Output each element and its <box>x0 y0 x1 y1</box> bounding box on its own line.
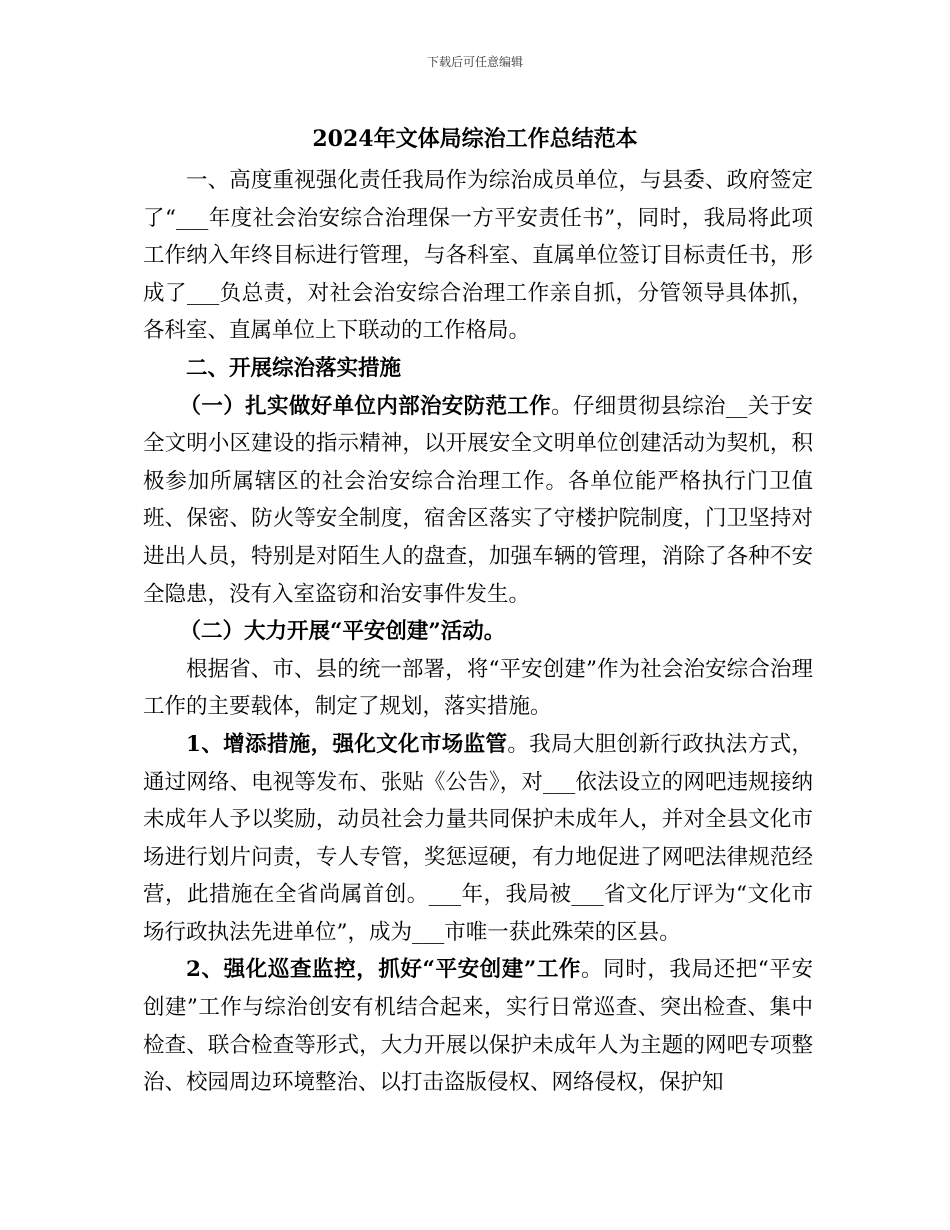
document-body <box>143 162 813 1102</box>
item-heading: 2、强化巡查监控，抓好“平安创建”工作 <box>186 957 582 983</box>
section-heading-measures <box>143 350 813 388</box>
paragraph-text: 一、高度重视强化责任我局作为综治成员单位，与县委、政府签定了“___年度社会治安综合治理保一方平安责任书”，同时，我局将此项工作纳入年终目标进行管理，与各科室、直属单位签订目标责任书，形成了___负总责，对社会治安综合治理工作亲自抓，分管领导具体抓，各科室、直属单位上下联动的工作格局。 <box>143 168 813 344</box>
item-heading: 1、增添措施，强化文化市场监管 <box>186 731 508 757</box>
document-title: 2024年文体局综治工作总结范本 <box>312 126 638 152</box>
paragraph-text: 。仔细贯彻县综治__关于安全文明小区建设的指示精神，以开展安全文明单位创建活动为契机，积极参加所属辖区的社会治安综合治理工作。各单位能严格执行门卫值班、保密、防火等安全制度，宿舍区落实了守楼护院制度，门卫坚持对进出人员，特别是对陌生人的盘查，加强车辆的管理，消除了各种不安全隐患，没有入室盗窃和治安事件发生。 <box>143 393 813 607</box>
paragraph-deployment <box>143 651 813 726</box>
paragraph-patrol-monitoring <box>143 951 813 1101</box>
paragraph-internal-security <box>143 388 813 614</box>
subsection-heading: （二）大力开展“平安创建”活动。 <box>179 619 506 645</box>
paragraph-market-supervision <box>143 726 813 952</box>
section-heading: 二、开展综治落实措施 <box>186 355 402 381</box>
paragraph-text: 。我局大胆创新行政执法方式，通过网络、电视等发布、张贴《公告》，对___依法设立的网吧违规接纳未成年人予以奖励，动员社会力量共同保护未成年人，并对全县文化市场进行划片问责，专人专管，奖惩逗硬，有力地促进了网吧法律规范经营，此措施在全省尚属首创。___年，我局被___省文化厅评为“文化市场行政执法先进单位”，成为___市唯一获此殊荣的区县。 <box>143 731 813 945</box>
header-note: 下载后可任意编辑 <box>426 55 523 69</box>
subsection-heading: （一）扎实做好单位内部治安防范工作 <box>179 393 552 419</box>
paragraph-text: 。同时，我局还把“平安创建”工作与综治创安有机结合起来，实行日常巡查、突出检查、集中检查、联合检查等形式，大力开展以保护未成年人为主题的网吧专项整治、校园周边环境整治、以打击盗版侵权、网络侵权，保护知 <box>143 957 813 1096</box>
subsection-heading-safety-campaign <box>143 613 813 651</box>
paragraph-text: 根据省、市、县的统一部署，将“平安创建”作为社会治安综合治理工作的主要载体，制定了规划，落实措施。 <box>143 656 813 720</box>
paragraph-responsibility <box>143 162 813 350</box>
